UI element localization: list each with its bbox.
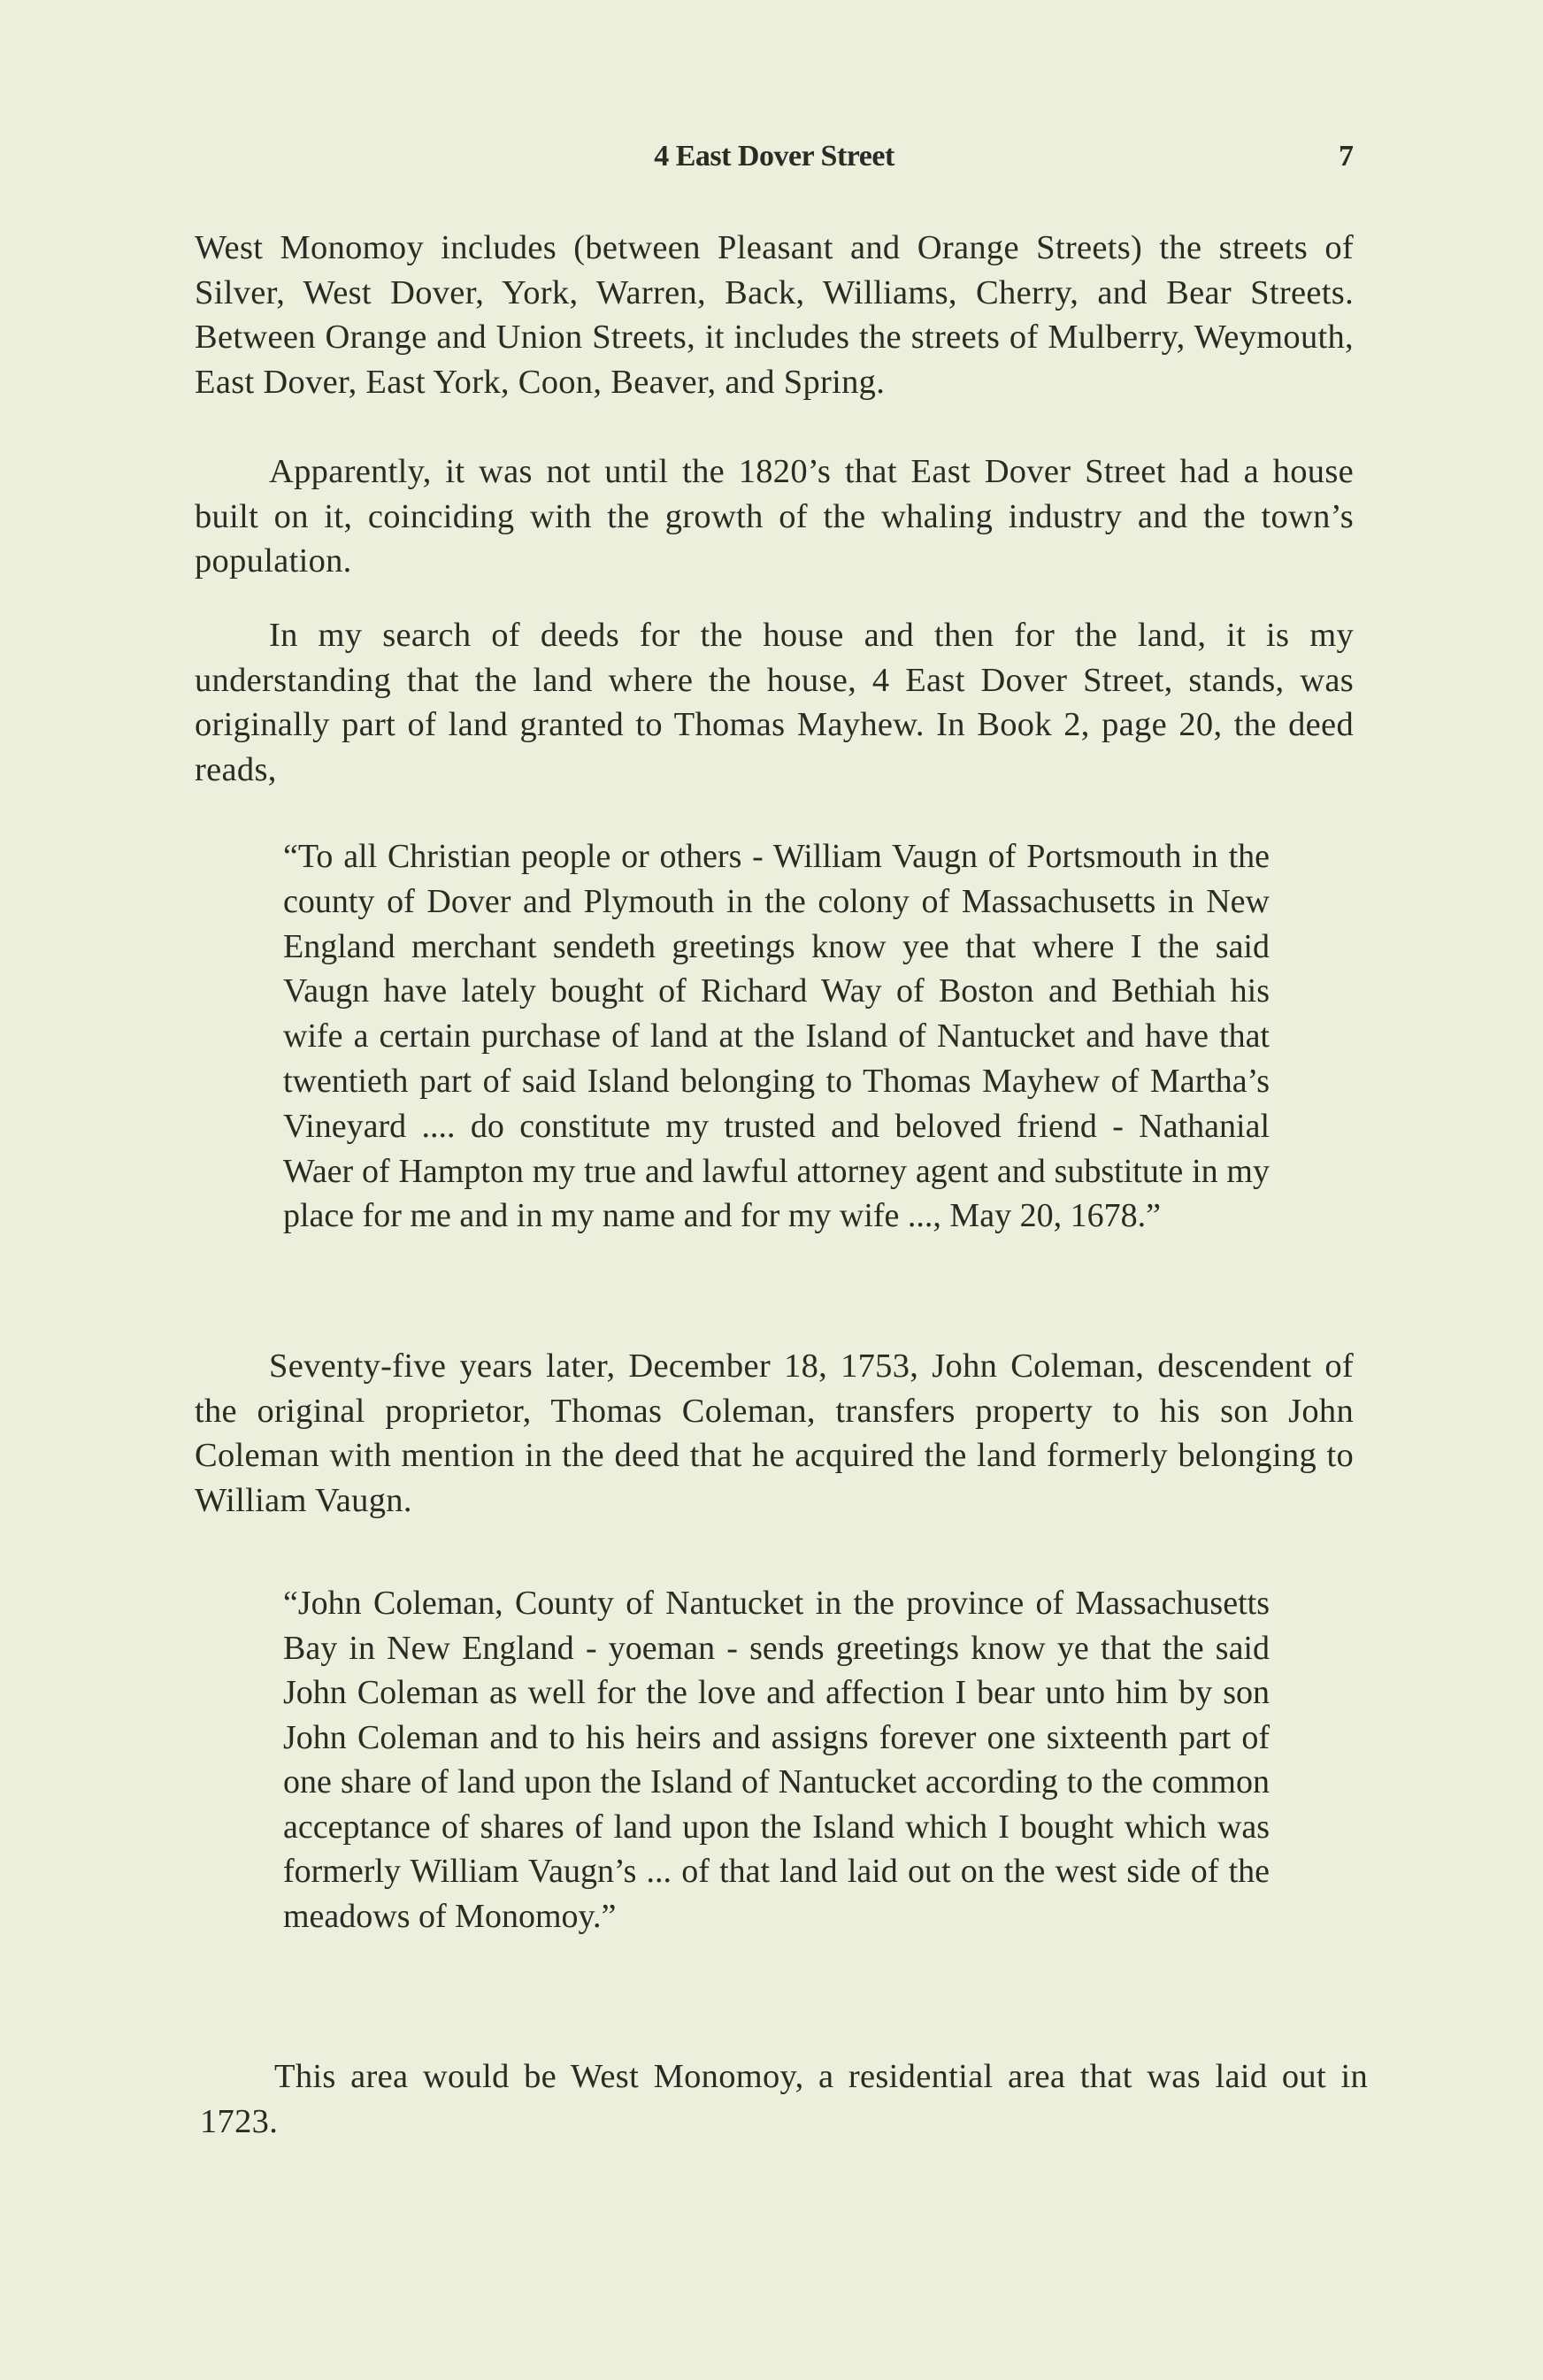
paragraph-1820s-house: Apparently, it was not until the 1820’s that East Dover Street had a house built on it, coinciding with the growth of the whaling industry and the town’s population. — [195, 453, 1354, 580]
running-title: 4 East Dover Street — [654, 140, 894, 173]
paragraph-west-monomoy-streets: West Monomoy includes (between Pleasant and Orange Streets) the streets of Silver, West Dover, York, Warren, Back, Williams, Cherry, and Bear Streets. Between Orange and Union Streets, it includes the streets of Mulberry, Weymouth, East Dover, East York, Coon, Beaver, and Spring. — [195, 229, 1354, 401]
blockquote-coleman-deed: “John Coleman, County of Nantucket in the province of Massachusetts Bay in New England - yoeman - sends greetings know ye that the said John Coleman as well for the love and affection I bear unto him by son John Coleman and to his heirs and assigns forever one sixteenth part of one share of land upon the Island of Nantucket according to the common acceptance of shares of land upon the Island which I bought which was formerly William Vaugn’s ... of that land laid out on the west side of the meadows of Monomoy.” — [283, 1585, 1270, 1935]
paragraph-deed-search: In my search of deeds for the house and then for the land, it is my understanding that the land where the house, 4 East Dover Street, stands, was originally part of land granted to Thomas Mayhew. In Book 2, page 20, the deed reads, — [195, 617, 1354, 788]
blockquote-vaugn-deed: “To all Christian people or others - William Vaugn of Portsmouth in the county of Dover and Plymouth in the colony of Massachusetts in New England merchant sendeth greetings know yee that where I the said Vaugn have lately bought of Richard Way of Boston and Bethiah his wife a certain purchase of land at the Island of Nantucket and have that twentieth part of said Island belonging to Thomas Mayhew of Martha’s Vineyard .... do constitute my trusted and beloved friend - Nathanial Waer of Hampton my true and lawful attorney agent and substitute in my place for me and in my name and for my wife ..., May 20, 1678.” — [283, 838, 1270, 1235]
page-number: 7 — [1339, 140, 1354, 173]
paragraph-west-monomoy-area: This area would be West Monomoy, a residential area that was laid out in 1723. — [200, 2058, 1368, 2140]
paragraph-coleman-transfer: Seventy-five years later, December 18, 1753, John Coleman, descendent of the original proprietor, Thomas Coleman, transfers property to his son John Coleman with mention in the deed that he acquired the land formerly belonging to William Vaugn. — [195, 1347, 1354, 1519]
running-header — [195, 140, 1354, 184]
